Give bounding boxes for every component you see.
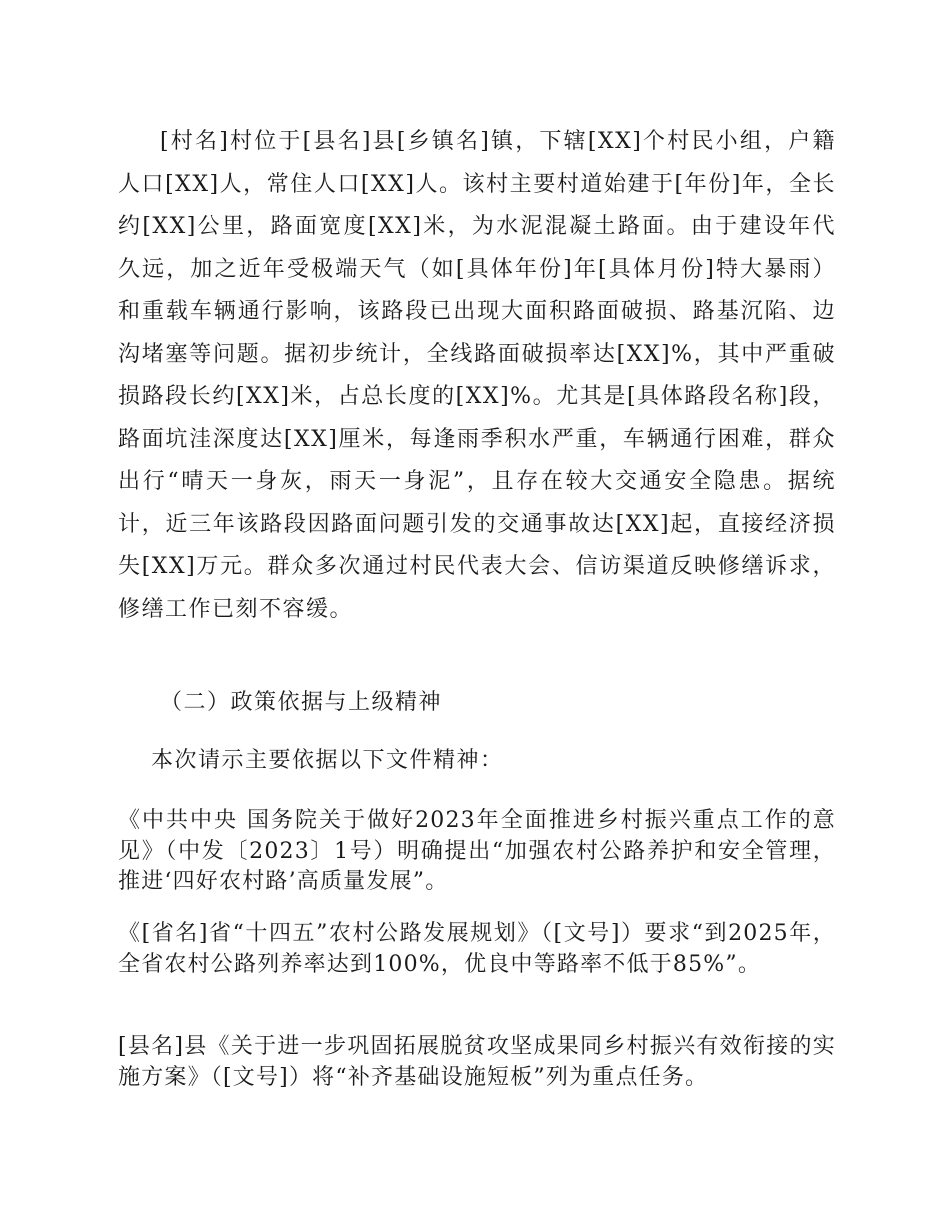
section-heading: （二）政策依据与上级精神 — [160, 690, 443, 715]
intro-line: 本次请示主要依据以下文件精神： — [151, 748, 504, 773]
reference-item-2: 《[省名]省“十四五”农村公路发展规划》（[文号]）要求“到2025年，全省农村公路列养率达到100%，优良中等路率不低于85%”。 — [118, 921, 836, 977]
reference-item-3: [县名]县《关于进一步巩固拓展脱贫攻坚成果同乡村振兴有效衔接的实施方案》（[文号]）将“补齐基础设施短板”列为重点任务。 — [118, 1034, 836, 1090]
reference-item-1: 《中共中央 国务院关于做好2023年全面推进乡村振兴重点工作的意见》（中发〔2023〕1号）明确提出“加强农村公路养护和安全管理，推进‘四好农村路’高质量发展”。 — [118, 808, 836, 894]
situation-paragraph: [村名]村位于[县名]县[乡镇名]镇，下辖[XX]个村民小组，户籍人口[XX]人，常住人口[XX]人。该村主要村道始建于[年份]年，全长约[XX]公里，路面宽度[XX]米，为水泥混凝土路面。由于建设年代久远，加之近年受极端天气（如[具体年份]年[具体月份]特大暴雨）和重载车辆通行影响，该路段已出现大面积路面破损、路基沉陷、边沟堵塞等问题。据初步统计，全线路面破损率达[XX]%，其中严重破损路段长约[XX]米，占总长度的[XX]%。尤其是[具体路段名称]段，路面坑洼深度达[XX]厘米，每逢雨季积水严重，车辆通行困难，群众出行“晴天一身灰，雨天一身泥”，且存在较大交通安全隐患。据统计，近三年该路段因路面问题引发的交通事故达[XX]起，直接经济损失[XX]万元。群众多次通过村民代表大会、信访渠道反映修缮诉求，修缮工作已刻不容缓。 — [118, 129, 836, 622]
